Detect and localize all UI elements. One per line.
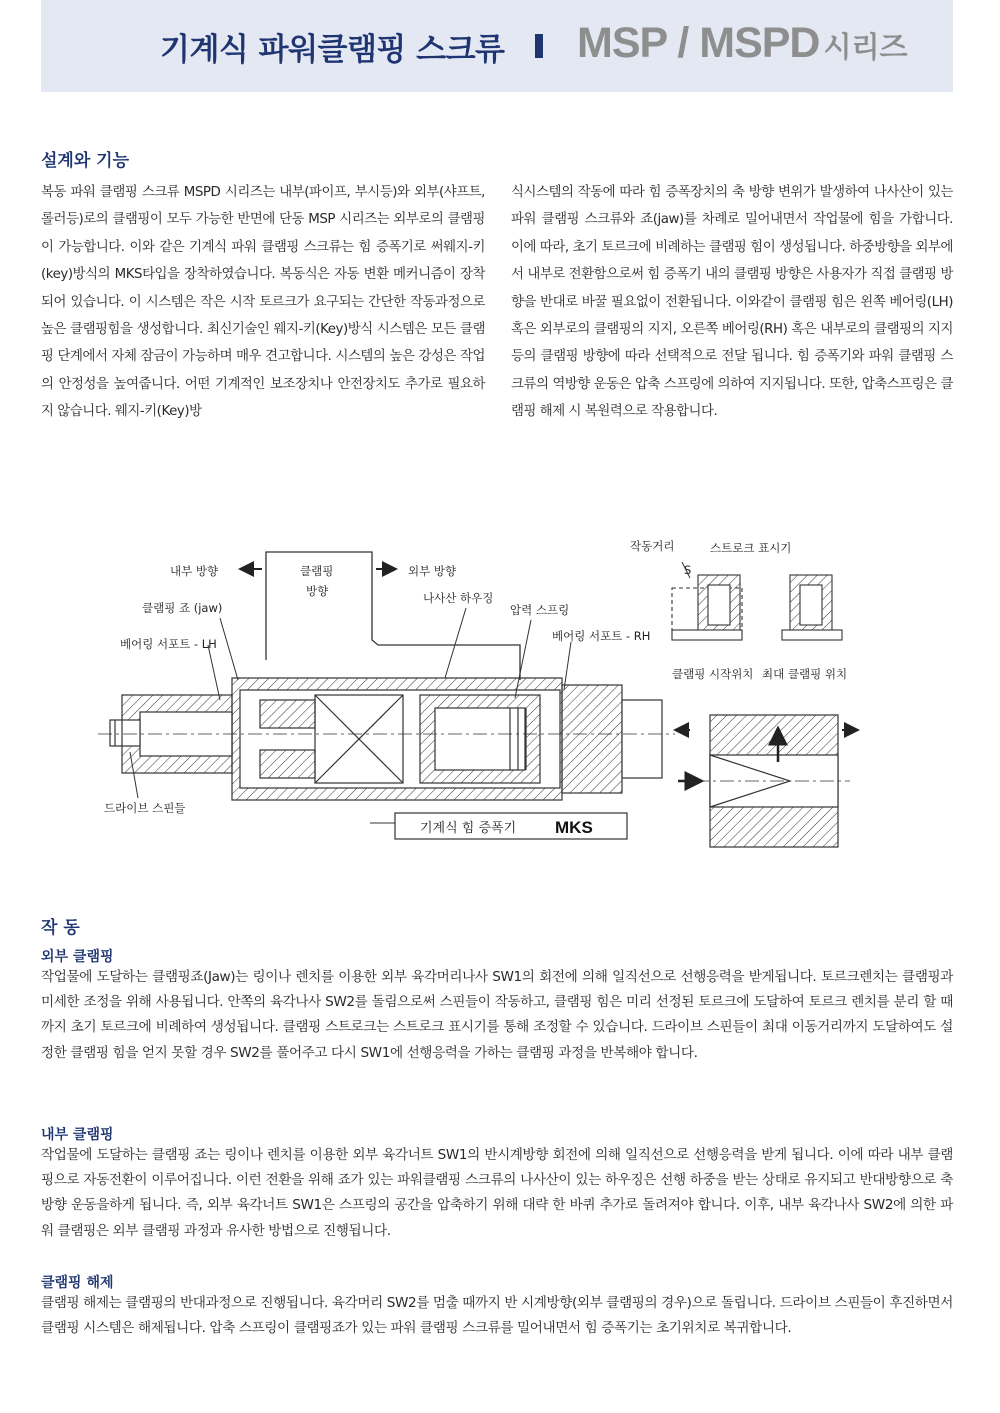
- label-jaw: 클램핑 죠 (jaw): [142, 601, 223, 615]
- series-code: MSP / MSPD: [577, 19, 820, 67]
- header-banner: [41, 0, 953, 92]
- stroke-indicator-max: [782, 575, 842, 640]
- label-clamping: 클램핑: [300, 564, 334, 578]
- design-column-left: 복동 파워 클램핑 스크류 MSPD 시리즈는 내부(파이프, 부시등)와 외부(샤프트, 롤러등)로의 클램핑이 모두 가능한 반면에 단동 MSP 시리즈는 외부로의 클램핑이 가능합니다. 이와 같은 기계식 파워 클램핑 스크류는 힘 증폭기로 써웨지-키(key)방식의 MKS타입을 장착하였습니다. 복동식은 자동 변환 메커니즘이 장착되어 있습니다. 이 시스템은 작은 시작 토르크가 요구되는 간단한 작동과정으로 높은 클램핑힘을 생성합니다. 최신기술인 웨지-키(Key)방식 시스템은 모든 클램핑 단계에서 자체 잠금이 가능하며 매우 견고합니다. 시스템의 높은 강성은 작업의 안정성을 높여줍니다. 어떤 기계적인 보조장치나 안전장치도 추가로 필요하지 않습니다. 웨지-키(Key)방: [41, 185, 485, 420]
- series-title: [577, 19, 908, 68]
- page-title: 기계식 파워클램핑 스크류: [160, 32, 505, 68]
- label-start-position: 클램핑 시작위치: [672, 667, 754, 681]
- power-clamping-screw-diagram: [90, 530, 880, 865]
- inner-clamping-text: 작업물에 도달하는 클램핑 죠는 링이나 렌치를 이용한 외부 육각너트 SW1의 반시계방향 회전에 의해 일직선으로 선행응력을 받게 됩니다. 이에 따라 내부 클램핑으로 자동전환이 이루어집니다. 이런 전환을 위해 죠가 있는 파워클램핑 스크류의 나사산이 있는 하우징은 선행 하중을 받는 상태로 유지되고 반대방향으로 축방향 운동을하게 됩니다. 즉, 외부 육각너트 SW1은 스프링의 공간을 압축하기 위해 대략 한 바퀴 추가로 돌려져야 합니다. 이후, 내부 육각나사 SW2에 의한 파워 클램핑은 외부 클램핑 과정과 유사한 방법으로 진행됩니다.: [41, 1147, 953, 1239]
- label-inner-direction: 내부 방향: [170, 564, 219, 578]
- wedge-key-detail: [695, 715, 850, 847]
- label-drive-spindle: 드라이브 스핀들: [104, 801, 186, 815]
- design-column-right: 식시스템의 작동에 따라 힘 증폭장치의 축 방향 변위가 발생하여 나사산이 있는 파워 클램핑 스크류와 죠(jaw)를 차례로 밀어내면서 작업물에 힘을 가합니다. 이에 따라, 초기 토르크에 비례하는 클램핑 힘이 생성됩니다. 하중방향을 외부에서 내부로 전환함으로써 힘 증폭기 내의 클램핑 방향은 사용자가 직접 클램핑 방향을 반대로 바꿀 필요없이 전환됩니다. 이와같이 클램핑 힘은 왼쪽 베어링(LH)혹은 외부로의 클램핑의 지지, 오른쪽 베어링(RH) 혹은 내부로의 클램핑의 지지 등의 클램핑 방향에 따라 선택적으로 전달 됩니다. 힘 증폭기와 파워 클램핑 스크류의 역방향 운동은 압축 스프링에 의하여 지지됩니다. 또한, 압축스프링은 클램핑 해제 시 복원력으로 작용합니다.: [511, 185, 953, 420]
- label-direction: 방향: [306, 584, 329, 598]
- stroke-indicator-start: [672, 575, 742, 640]
- operation-section-title: 작 동: [41, 918, 80, 938]
- outer-clamping-text: 작업물에 도달하는 클램핑죠(Jaw)는 링이나 렌치를 이용한 외부 육각머리나사 SW1의 회전에 의해 일직선으로 선행응력을 받게됩니다. 토르크렌치는 클램핑과 미세한 조정을 위해 사용됩니다. 안쪽의 육각나사 SW2를 돌림으로써 스핀들이 작동하고, 클램핑 힘은 미리 선정된 토르크에 도달하여 토르크 렌치를 분리 할 때까지 초기 토르크에 비례하여 생성됩니다. 클램핑 스트로크는 스트로크 표시기를 통해 조정할 수 있습니다. 드라이브 스핀들이 최대 이동거리까지 도달하여도 설정한 클램핑 힘을 얻지 못할 경우 SW2를 풀어주고 다시 SW1에 선행응력을 가하는 클램핑 과정을 반복해야 합니다.: [41, 969, 953, 1061]
- label-max-position: 최대 클램핑 위치: [762, 667, 848, 681]
- title-divider: [535, 34, 543, 58]
- label-s: S: [684, 563, 692, 577]
- label-spring: 압력 스프링: [510, 603, 570, 617]
- clamp-body: [110, 678, 662, 800]
- label-booster-code: MKS: [555, 818, 593, 837]
- label-outer-direction: 외부 방향: [408, 564, 457, 578]
- outer-clamping-title: 외부 클램핑: [41, 949, 114, 965]
- series-suffix: 시리즈: [823, 30, 908, 64]
- label-booster: 기계식 힘 증폭기: [420, 821, 517, 836]
- label-thread-housing: 나사산 하우징: [423, 591, 494, 605]
- label-stroke-distance: 작동거리: [630, 539, 675, 553]
- release-title: 클램핑 해제: [41, 1275, 114, 1291]
- release-text: 클램핑 해제는 클램핑의 반대과정으로 진행됩니다. 육각머리 SW2를 멈출 때까지 반 시계방향(외부 클램핑의 경우)으로 돌립니다. 드라이브 스핀들이 후진하면서 클램핑 시스템은 해제됩니다. 압축 스프링이 클램핑죠가 있는 파워 클램핑 스크류를 밀어내면서 힘 증폭기는 초기위치로 복귀합니다.: [41, 1295, 953, 1337]
- label-bearing-lh: 베어링 서포트 - LH: [120, 637, 217, 651]
- inner-clamping-title: 내부 클램핑: [41, 1127, 114, 1143]
- label-bearing-rh: 베어링 서포트 - RH: [552, 629, 651, 643]
- design-section-title: 설계와 기능: [41, 151, 130, 171]
- label-stroke-indicator: 스트로크 표시기: [710, 541, 792, 555]
